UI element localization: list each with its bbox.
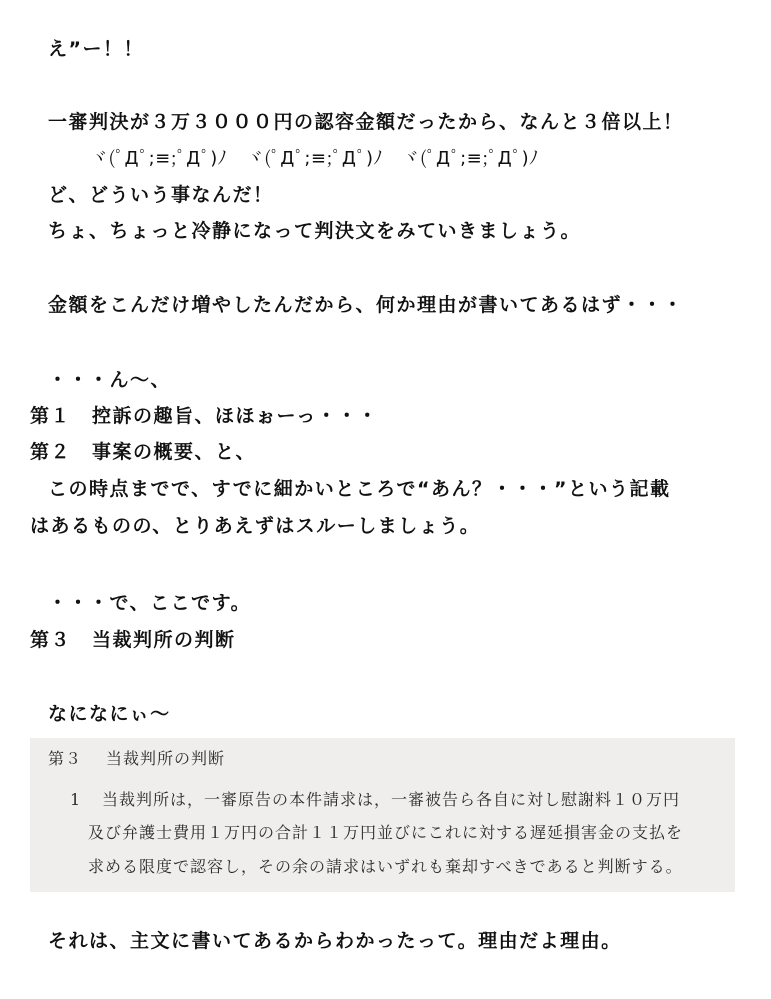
section-text-3: 当裁判所の判断 bbox=[92, 629, 236, 651]
text-line-naninani: なになにぃ～ bbox=[48, 703, 171, 725]
text-line-amount: 一審判決が３万３０００円の認容金額だったから、なんと３倍以上！ bbox=[48, 111, 684, 133]
text-line-conclusion: それは、主文に書いてあるからわかったって。理由だよ理由。 bbox=[48, 930, 622, 952]
section-text-1: 控訴の趣旨、ほほぉーっ・・・ bbox=[92, 405, 379, 427]
text-line-here: ・・・で、ここです。 bbox=[48, 592, 252, 614]
text-line-skip: はあるものの、とりあえずはスルーしましょう。 bbox=[30, 515, 481, 537]
text-line-hmm: ・・・ん～、 bbox=[48, 369, 172, 391]
text-line-exclaim: え”ー！！ bbox=[48, 38, 144, 60]
excerpt-heading-label: 第３ bbox=[48, 749, 83, 768]
section-label-2: 第２ bbox=[30, 441, 72, 463]
excerpt-line-1: 当裁判所は，一審原告の本件請求は，一審被告ら各自に対し慰謝料１０万円 bbox=[102, 790, 681, 809]
section-label-1: 第１ bbox=[30, 405, 72, 427]
section-line-3 bbox=[30, 628, 236, 652]
text-line-what: ど、どういう事なんだ！ bbox=[48, 184, 274, 206]
excerpt-line-3: 求める限度で認容し，その余の請求はいずれも棄却すべきであると判断する。 bbox=[88, 857, 683, 876]
text-line-reason: 金額をこんだけ増やしたんだから、何か理由が書いてあるはず・・・ bbox=[48, 294, 684, 316]
text-line-calm: ちょ、ちょっと冷静になって判決文をみていきましょう。 bbox=[48, 220, 582, 242]
excerpt-heading-text: 当裁判所の判断 bbox=[106, 749, 226, 768]
excerpt-item-number: 1 bbox=[70, 790, 82, 809]
text-line-kaomoji: ヾ(ﾟДﾟ;≡;ﾟДﾟ)ﾉ ヾ(ﾟДﾟ;≡;ﾟДﾟ)ﾉ ヾ(ﾟДﾟ;≡;ﾟДﾟ)ﾉ bbox=[90, 148, 539, 169]
section-line-1 bbox=[30, 404, 378, 428]
excerpt-line-2: 及び弁護士費用１万円の合計１１万円並びにこれに対する遅延損害金の支払を bbox=[88, 823, 684, 842]
section-text-2: 事案の概要、と、 bbox=[92, 441, 257, 463]
section-line-2 bbox=[30, 440, 256, 464]
section-label-3: 第３ bbox=[30, 629, 72, 651]
judgment-excerpt bbox=[30, 738, 735, 892]
text-line-detail: この時点までで、すでに細かいところで“あん？・・・”という記載 bbox=[48, 478, 671, 500]
